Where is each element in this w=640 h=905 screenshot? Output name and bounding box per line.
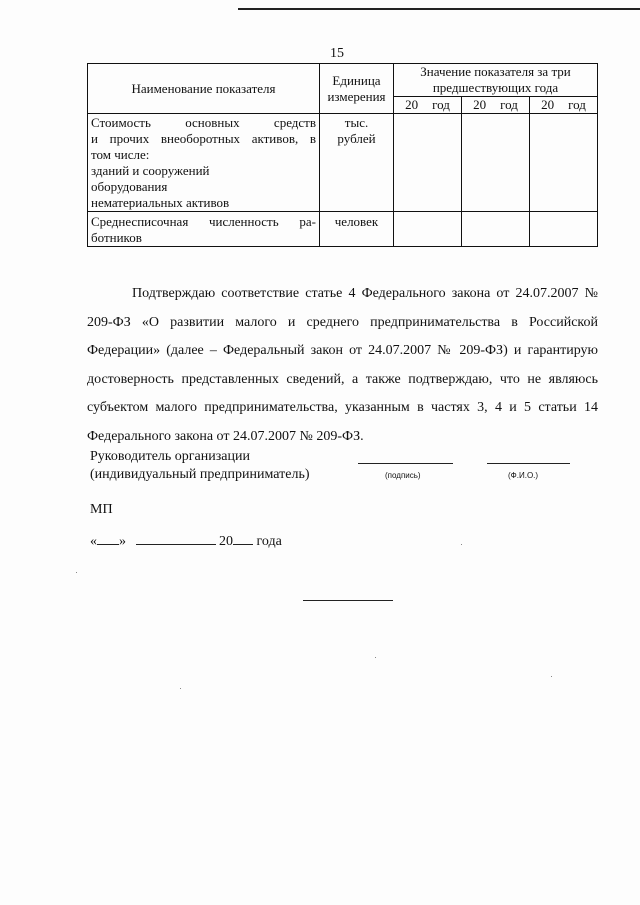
scan-speck [76, 572, 77, 573]
top-border-rule [238, 8, 640, 10]
value-cell [530, 114, 598, 212]
signatory-title-line2: (индивидуальный предприниматель) [90, 467, 310, 482]
date-year-prefix: 20 [219, 534, 233, 549]
table-row [88, 114, 598, 212]
value-cell [394, 114, 462, 212]
date-close-quote: » [119, 534, 126, 549]
stamp-label: МП [90, 502, 113, 517]
row-unit-line: человек [334, 214, 379, 229]
table-row [88, 212, 598, 247]
header-unit-cell [320, 64, 394, 114]
value-cell [462, 212, 530, 247]
row-name-line: Среднесписочная численность ра- [91, 214, 316, 229]
header-value-line1: Значение показателя за три [420, 64, 571, 79]
year-cell-3 [530, 97, 598, 114]
scan-speck [375, 657, 376, 658]
row-name-line: и прочих внеоборотных активов, в [91, 131, 316, 146]
date-year-suffix: года [256, 534, 282, 549]
fio-line [487, 463, 570, 464]
row-unit-line: тыс. [344, 115, 369, 130]
row-name-line: ботников [91, 230, 142, 245]
year-suffix: год [432, 97, 450, 112]
row-unit-line: рублей [337, 131, 376, 146]
row-unit-cell [320, 114, 394, 212]
year-blank [233, 532, 253, 545]
day-blank [97, 532, 119, 545]
row-name-line: нематериальных активов [91, 195, 230, 210]
signature-line [358, 463, 453, 464]
scan-speck [461, 544, 462, 545]
header-name-cell [88, 64, 320, 114]
value-cell [530, 212, 598, 247]
header-value-line2: предшествующих года [432, 80, 559, 95]
statement-paragraph: Подтверждаю соответствие статье 4 Федерального закона от 24.07.2007 № 209-ФЗ «О развитии малого и среднего предпринимательства в Российской Федерации» (далее – Федеральный закон от 24.07.2007 № 209-ФЗ) и гарантирую достоверность представленных сведений, а также подтверждаю, что не являюсь субъектом малого предпринимательства, указанным в частях 3, 4 и 5 статьи 14 Федерального закона от 24.07.2007 № 209-ФЗ. [87, 286, 598, 444]
date-open-quote: « [90, 534, 97, 549]
fio-caption: (Ф.И.О.) [508, 471, 539, 480]
date-line [90, 532, 282, 550]
row-name-line: зданий и сооружений [91, 163, 210, 178]
year-cell-1 [394, 97, 462, 114]
header-value-cell [394, 64, 598, 97]
header-name: Наименование показателя [131, 80, 276, 96]
signatory-title [90, 448, 310, 484]
year-cell-2 [462, 97, 530, 114]
indicators-table [87, 63, 598, 247]
row-name-cell [88, 114, 320, 212]
end-divider [303, 600, 393, 601]
year-prefix: 20 [473, 97, 487, 112]
row-name-line: Стоимость основных средств [91, 115, 316, 130]
header-unit: Единица измерения [327, 72, 386, 104]
page-number: 15 [330, 46, 344, 61]
signatory-title-line1: Руководитель организации [90, 449, 250, 464]
year-suffix: год [568, 97, 586, 112]
scan-speck [551, 676, 552, 677]
row-name-cell [88, 212, 320, 247]
row-name-line: том числе: [91, 147, 150, 162]
year-prefix: 20 [405, 97, 419, 112]
row-unit-cell [320, 212, 394, 247]
confirmation-statement [87, 280, 598, 451]
year-suffix: год [500, 97, 518, 112]
scan-speck [180, 688, 181, 689]
signature-caption: (подпись) [385, 471, 421, 480]
month-blank [136, 532, 216, 545]
year-prefix: 20 [541, 97, 555, 112]
value-cell [394, 212, 462, 247]
table-header-row [88, 64, 598, 97]
value-cell [462, 114, 530, 212]
row-name-line: оборудования [91, 179, 168, 194]
